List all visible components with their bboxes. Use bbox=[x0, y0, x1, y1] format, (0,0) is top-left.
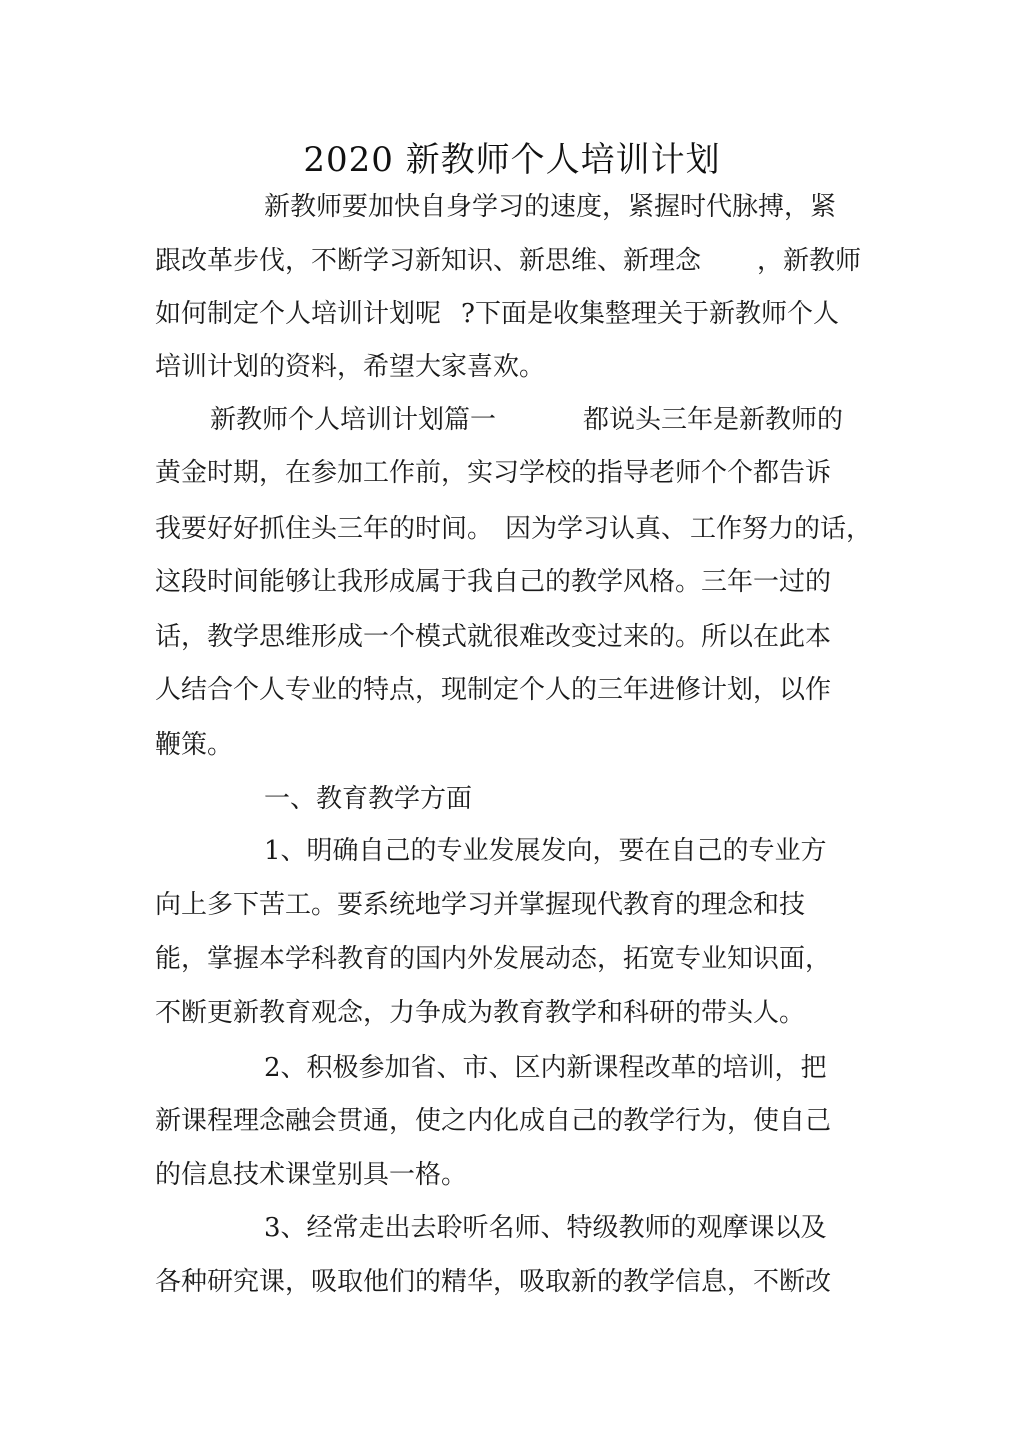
text-line: 3、经常走出去聆听名师、特级教师的观摩课以及 bbox=[264, 1213, 827, 1243]
text-line: 2、积极参加省、市、区内新课程改革的培训，把 bbox=[264, 1053, 827, 1083]
text-line: 培训计划的资料，希望大家喜欢。 bbox=[155, 352, 546, 382]
text-line: 1、明确自己的专业发展发向，要在自己的专业方 bbox=[264, 836, 827, 866]
text-line: 的信息技术课堂别具一格。 bbox=[155, 1160, 468, 1190]
text-line: 我要好好抓住头三年的时间。 bbox=[155, 514, 494, 544]
document-title: 2020 新教师个人培训计划 bbox=[303, 140, 721, 180]
text-line: 各种研究课，吸取他们的精华，吸取新的教学信息，不断改 bbox=[155, 1267, 832, 1297]
text-line: 话，教学思维形成一个模式就很难改变过来的。所以在此本 bbox=[155, 622, 832, 652]
text-line: ，新教师 bbox=[757, 246, 862, 276]
text-line: 都说头三年是新教师的 bbox=[583, 405, 844, 435]
text-line: 能，掌握本学科教育的国内外发展动态，拓宽专业知识面， bbox=[155, 944, 832, 974]
text-line: 人结合个人专业的特点，现制定个人的三年进修计划，以作 bbox=[155, 675, 832, 705]
text-line: 新课程理念融会贯通，使之内化成自己的教学行为，使自己 bbox=[155, 1106, 832, 1136]
text-line: 跟改革步伐，不断学习新知识、新思维、新理念 bbox=[155, 246, 702, 276]
text-line: ?下面是收集整理关于新教师个人 bbox=[461, 299, 839, 329]
section-heading: 新教师个人培训计划篇一 bbox=[210, 405, 497, 435]
text-line: 黄金时期，在参加工作前，实习学校的指导老师个个都告诉 bbox=[155, 458, 832, 488]
text-line: 如何制定个人培训计划呢 bbox=[155, 299, 442, 329]
text-line: 向上多下苦工。要系统地学习并掌握现代教育的理念和技 bbox=[155, 890, 806, 920]
text-line: 因为学习认真、 bbox=[505, 514, 688, 544]
text-line: 工作努力的话， bbox=[690, 514, 873, 544]
section-heading: 一、教育教学方面 bbox=[264, 784, 473, 814]
text-line: 新教师要加快自身学习的速度，紧握时代脉搏，紧 bbox=[264, 192, 837, 222]
text-line: 这段时间能够让我形成属于我自己的教学风格。三年一过的 bbox=[155, 567, 832, 597]
text-line: 鞭策。 bbox=[155, 730, 234, 760]
text-line: 不断更新教育观念，力争成为教育教学和科研的带头人。 bbox=[155, 998, 806, 1028]
